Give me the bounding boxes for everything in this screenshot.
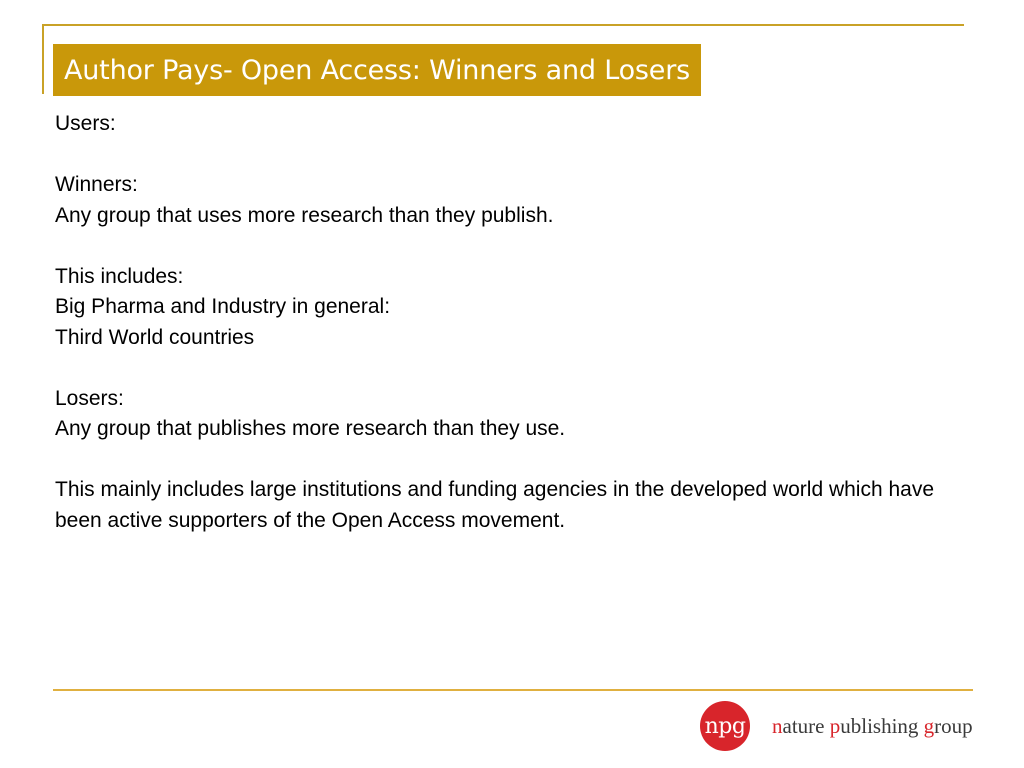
body-line: Any group that uses more research than they publish. — [55, 203, 554, 227]
body-line: Users: — [55, 112, 116, 135]
wordmark-rest-roup: roup — [934, 713, 973, 738]
body-line: This mainly includes large institutions and funding agencies in the developed world which have been active supporters of the Open Access movement. — [55, 478, 935, 532]
title-bar — [53, 44, 701, 96]
body-line: This includes: — [55, 264, 184, 288]
body-line: Third World countries — [55, 325, 255, 349]
npg-logo — [700, 701, 973, 751]
body-line: Big Pharma and Industry in general: — [55, 295, 391, 318]
nature-publishing-group-wordmark — [772, 714, 973, 739]
wordmark-initial-g: g — [923, 713, 935, 738]
slide-title: Author Pays- Open Access: Winners and Losers — [64, 54, 690, 86]
frame-left-line — [42, 24, 44, 94]
frame-top-line — [42, 24, 964, 26]
npg-logo-icon — [700, 701, 750, 751]
footer-rule — [53, 689, 973, 691]
body-line: Winners: — [55, 173, 138, 196]
wordmark-rest-ature: ature — [782, 713, 830, 738]
body-line: Losers: — [55, 386, 124, 410]
wordmark-initial-n: n — [772, 713, 783, 738]
slide-body — [55, 109, 955, 536]
wordmark-rest-ublishing: ublishing — [840, 713, 924, 738]
body-line — [55, 140, 955, 171]
body-line — [55, 353, 955, 384]
body-line — [55, 231, 955, 262]
body-line: Any group that publishes more research than they use. — [55, 417, 566, 440]
wordmark-initial-p: p — [829, 713, 841, 738]
npg-logo-circle-text: npg — [704, 713, 746, 739]
body-line — [55, 445, 955, 476]
